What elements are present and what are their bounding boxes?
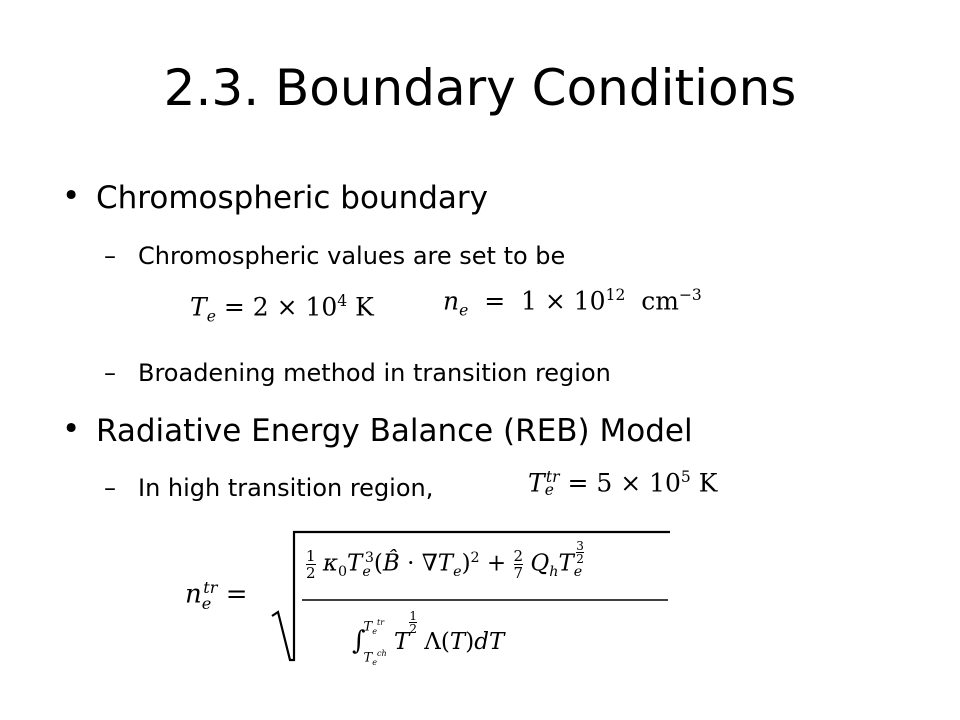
equation-te-chromospheric: $T_e = 2 \times 10^4$ K [190, 292, 374, 326]
bullet-marker: • [62, 411, 81, 447]
bullet-chromospheric-boundary: Chromospheric boundary [96, 180, 488, 216]
dash-marker: – [104, 359, 116, 387]
dash-marker: – [104, 474, 116, 502]
equation-denominator: ∫ $T_e^{tr}$ $T_e^{ch}$ T $\frac{1}{2}$ Λ(T)dT [352, 609, 505, 667]
equation-ne-transition-lhs: $n_e^{tr}$ = [185, 578, 248, 613]
slide-title: 2.3. Boundary Conditions [163, 59, 797, 117]
dash-marker: – [104, 242, 116, 270]
subitem-chromospheric-values: Chromospheric values are set to be [138, 242, 566, 270]
equation-ne-chromospheric: $n_e = 1 \times 10^{12}$ $cm^{-3}$ [443, 286, 702, 320]
bullet-reb-model: Radiative Energy Balance (REB) Model [96, 413, 693, 449]
subitem-high-transition-region: In high transition region, [138, 474, 434, 502]
subitem-broadening-method: Broadening method in transition region [138, 359, 611, 387]
equation-te-transition: $T_e^{tr} = 5 \times 10^5$ K [528, 468, 718, 500]
equation-numerator: $\frac{1}{2}$ $\kappa_0T_e^3(B̂ \cdot \nabla T_e)^2$ + $\frac{2}{7}$ $Q_hT_e$ $\frac{3}{2}$ [306, 539, 584, 582]
bullet-marker: • [62, 178, 81, 214]
